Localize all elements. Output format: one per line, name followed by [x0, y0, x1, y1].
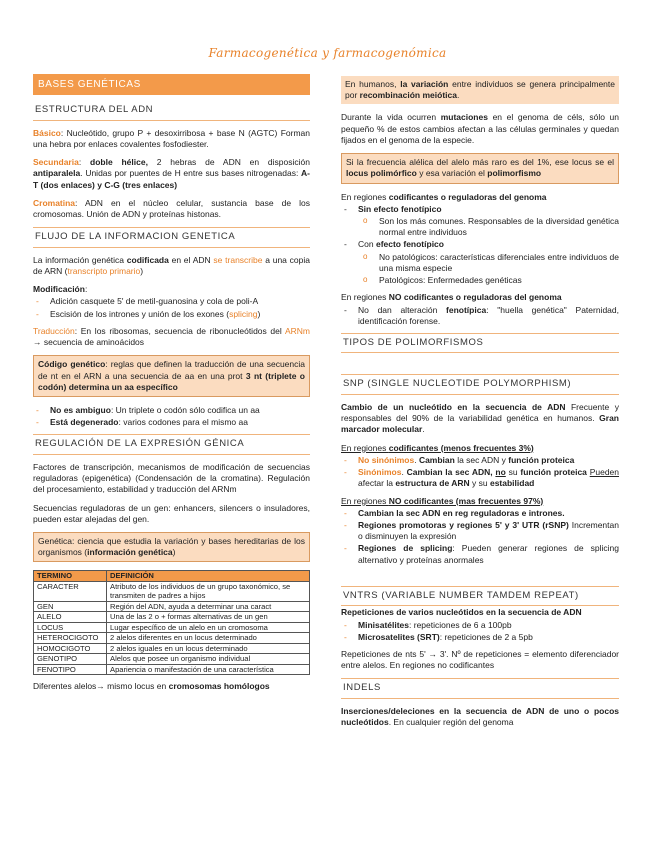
codigo-genetico-box: Código genético: reglas que definen la traducción de una secuencia de nt en el ARN a una secuencia de aa en una prot 3 nt (triplete o codón) determina un aa específico	[33, 355, 310, 397]
vntr-list	[341, 620, 619, 643]
table-row: GENOTIPO Alelos que posee un organismo individual	[34, 654, 310, 664]
section-snp: SNP (SINGLE NUCLEOTIDE POLYMORPHISM)	[341, 374, 619, 395]
list-item: - No sinónimos. Cambian la sec ADN y función proteica	[341, 455, 619, 466]
modificacion-heading: Modificación:	[33, 284, 88, 295]
regulacion-paragraph-1: Factores de transcripción, mecanismos de modificación de secuencias reguladoras (epigenética) (Condensación de la cromatina). Regulación del procesamiento, estabilidad y traducción del ARNm	[33, 461, 310, 495]
repeticiones-paragraph: Repeticiones de nts 5' → 3'. Nº de repeticiones = elemento diferenciador entre alelos. En regiones no codificantes	[341, 649, 619, 671]
table-row: FENOTIPO Apariencia o manifestación de una característica	[34, 664, 310, 674]
list-item: - Minisatélites: repeticiones de 6 a 100pb	[341, 620, 619, 631]
snp-no-codificantes-list	[341, 508, 619, 566]
section-indels: INDELS	[341, 678, 619, 699]
section-estructura: ESTRUCTURA DEL ADN	[33, 101, 310, 121]
section-vntrs: VNTRS (VARIABLE NUMBER TAMDEM REPEAT)	[341, 586, 619, 607]
sub-list-item: o Son los más comunes. Responsables de la diversidad genética normal entre individuos	[341, 216, 619, 238]
regiones-codificantes-heading: En regiones codificantes o reguladoras del genoma	[341, 191, 547, 202]
list-item: - Regiones promotoras y regiones 5' y 3' UTR (rSNP) Incrementan o disminuyen la expresión	[341, 520, 619, 542]
list-item: - Sinónimos. Cambian la sec ADN, no su función proteica Pueden afectar la estructura de ARN y su estabilidad	[341, 467, 619, 489]
vntr-heading: Repeticiones de varios nucleótidos en la secuencia de ADN	[341, 607, 582, 618]
page-title: Farmacogenética y farmacogenómica	[208, 46, 447, 60]
list-item: - Microsatelites (SRT): repeticiones de 2 a 5pb	[341, 632, 619, 643]
snp-codificantes-list	[341, 455, 619, 490]
list-item: - Regiones de splicing: Pueden generar regiones de splicing alternativo y proteínas anormales	[341, 543, 619, 565]
snp-codificantes-heading: En regiones codificantes (menos frecuentes 3%)	[341, 442, 534, 453]
table-row: LOCUS Lugar específico de un alelo en un cromosoma	[34, 622, 310, 632]
genetica-box: Genética: ciencia que estudia la variación y bases hereditarias de los organismos (información genética)	[33, 532, 310, 562]
section-regulacion: REGULACIÓN DE LA EXPRESIÓN GÉNICA	[33, 434, 310, 455]
flujo-paragraph: La información genética codificada en el ADN se transcribe a una copia de ARN (transcripto primario)	[33, 254, 310, 276]
list-item: - Escisión de los intrones y unión de los exones (splicing)	[33, 309, 310, 320]
list-item: - No dan alteración fenotípica: "huella genética" Paternidad, identificación forense.	[341, 305, 619, 327]
table-row: ALELO Una de las 2 o + formas alternativas de un gen	[34, 612, 310, 622]
table-header-cell: TERMINO	[34, 571, 107, 581]
table-row: GEN Región del ADN, ayuda a determinar una caract	[34, 601, 310, 611]
list-item: - Sin efecto fenotípico	[341, 204, 619, 215]
left-column	[33, 74, 310, 693]
list-item: - No es ambiguo: Un triplete o codón sólo codifica un aa	[33, 405, 310, 416]
table-row: CARACTER Atributo de los individuos de un grupo taxonómico, se transmiten de padres a hijos	[34, 581, 310, 601]
sub-list-item: o No patológicos: características diferenciales entre individuos de una misma especie	[341, 252, 619, 274]
snp-paragraph: Cambio de un nucleótido en la secuencia de ADN Frecuente y responsables del 90% de la variabilidad genética en humanos. Gran marcador molecular.	[341, 402, 619, 435]
list-item: - Está degenerado: varios codones para el mismo aa	[33, 417, 310, 428]
basico-paragraph: Básico: Nucleótido, grupo P + desoxirribosa + base N (AGTC) Forman una hebra por enlaces covalentes fosfodiester.	[33, 127, 310, 149]
regiones-no-codificantes-heading: En regiones NO codificantes o reguladoras del genoma	[341, 292, 562, 303]
table-row: HETEROCIGOTO 2 alelos diferentes en un locus determinado	[34, 633, 310, 643]
right-column	[341, 74, 619, 735]
sub-list-item: o Patológicos: Enfermedades genéticas	[341, 275, 619, 286]
alelos-line: Diferentes alelos→ mismo locus en cromosomas homólogos	[33, 681, 270, 692]
list-item: - Cambian la sec ADN en reg reguladoras e intrones.	[341, 508, 619, 519]
cromatina-paragraph: Cromatina: ADN en el núcleo celular, sustancia base de los cromosomas. Unión de ADN y proteínas histonas.	[33, 197, 310, 220]
polimorfismo-box: Si la frecuencia alélica del alelo más raro es del 1%, ese locus se el locus polimórfico y esa variación el polimorfismo	[341, 153, 619, 183]
section-flujo: FLUJO DE LA INFORMACION GENETICA	[33, 227, 310, 248]
traduccion-paragraph: Traducción: En los ribosomas, secuencia de ribonucleótidos del ARNm → secuencia de aminoácidos	[33, 325, 310, 348]
snp-no-codificantes-heading: En regiones NO codificantes (mas frecuentes 97%)	[341, 495, 544, 506]
secundaria-paragraph: Secundaria: doble hélice, 2 hebras de ADN en disposición antiparalela. Unidas por puentes de H entre sus bases nitrogenadas: A-T (dos enlaces) y C-G (tres enlaces)	[33, 157, 310, 190]
variacion-box: En humanos, la variación entre individuos se genera principalmente por recombinación meiótica.	[341, 76, 619, 104]
mutaciones-paragraph: Durante la vida ocurren mutaciones en el genoma de céls, sólo un pequeño % de estos cambios afectan a las células germinales y quedan fijados en el genoma de la especie.	[341, 112, 619, 145]
codigo-list	[33, 405, 310, 428]
main-header: BASES GENÉTICAS	[33, 74, 310, 95]
table-header-row	[34, 571, 310, 581]
efecto-list	[341, 204, 619, 287]
list-item: - Adición casquete 5' de metil-guanosina y cola de poli-A	[33, 296, 310, 307]
list-item: - Con efecto fenotípico	[341, 239, 619, 250]
huella-list	[341, 305, 619, 327]
table-row: HOMOCIGOTO 2 alelos iguales en un locus determinado	[34, 643, 310, 653]
indels-paragraph: Inserciones/deleciones en la secuencia de ADN de uno o pocos nucleótidos. En cualquier región del genoma	[341, 706, 619, 728]
regulacion-paragraph-2: Secuencias reguladoras de un gen: enhancers, silencers o insuladores, pueden estar alejadas del gen.	[33, 502, 310, 524]
modificacion-list	[33, 296, 310, 319]
table-header-cell: DEFINICIÓN	[107, 571, 310, 581]
terms-table	[33, 570, 310, 675]
section-tipos: TIPOS DE POLIMORFISMOS	[341, 333, 619, 354]
